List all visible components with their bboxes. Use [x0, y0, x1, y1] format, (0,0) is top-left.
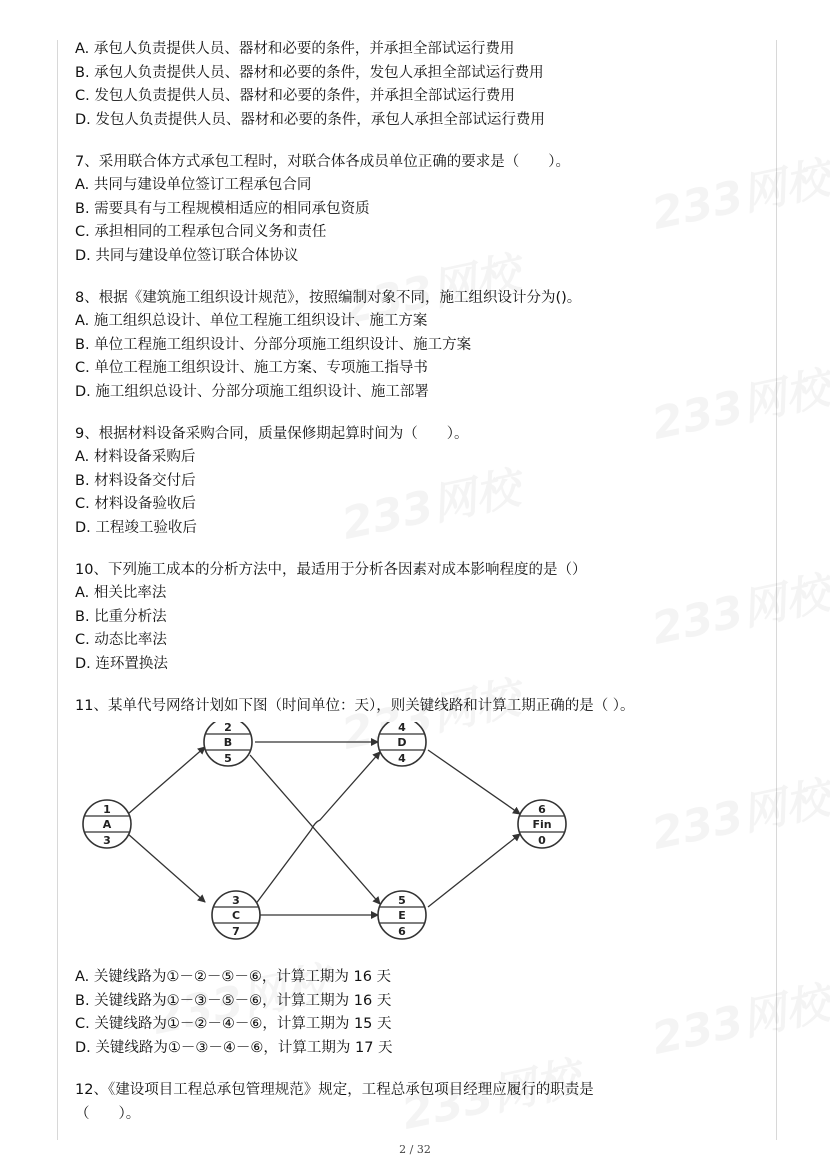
node-6-bottom: 0	[538, 834, 546, 847]
node-1-top: 1	[103, 803, 111, 816]
network-diagram-svg	[75, 722, 595, 962]
node-1-bottom: 3	[103, 834, 111, 847]
node-5-label: E	[398, 909, 406, 922]
option-c: C. 承担相同的工程承包合同义务和责任	[75, 224, 327, 240]
question-12	[75, 1078, 765, 1126]
option-b: B. 需要具有与工程规模相适应的相同承包资质	[75, 200, 370, 217]
node-3	[212, 891, 260, 939]
question-8	[75, 286, 765, 404]
question-title: 12、《建设项目工程总承包管理规范》规定，工程总承包项目经理应履行的职责是	[75, 1082, 594, 1098]
page-indicator: 2 / 32	[399, 1143, 431, 1156]
arrow-1-2	[128, 747, 205, 814]
right-margin-rule	[776, 40, 777, 1140]
node-6	[518, 800, 566, 848]
node-2-label: B	[223, 736, 233, 749]
node-5	[378, 891, 426, 939]
option-a: A. 材料设备采购后	[75, 449, 196, 465]
left-margin-rule	[57, 40, 58, 1140]
node-4-bottom: 4	[398, 752, 406, 765]
option-c: C. 发包人负责提供人员、器材和必要的条件，并承担全部试运行费用	[75, 88, 515, 104]
option-d: D. 连环置换法	[75, 655, 168, 672]
node-2-bottom: 5	[224, 752, 232, 765]
option-a: A. 相关比率法	[75, 585, 167, 601]
question-11	[75, 694, 765, 1060]
arrow-1-3	[128, 834, 205, 902]
node-4-label: D	[397, 736, 407, 749]
option-b: B. 单位工程施工组织设计、分部分项施工组织设计、施工方案	[75, 336, 472, 353]
node-3-bottom: 7	[232, 925, 240, 938]
node-3-label: C	[231, 909, 241, 922]
q6-options	[75, 38, 765, 132]
node-6-label: Fin	[532, 818, 552, 831]
node-5-bottom: 6	[398, 925, 406, 938]
option-d: D. 发包人负责提供人员、器材和必要的条件，承包人承担全部试运行费用	[75, 111, 545, 128]
option-b: B. 比重分析法	[75, 608, 167, 625]
node-3-top: 3	[232, 894, 240, 907]
arrow-5-6	[428, 834, 520, 907]
option-b: B. 关键线路为①－③－⑤－⑥，计算工期为 16 天	[75, 992, 392, 1009]
node-4	[378, 722, 426, 766]
question-10	[75, 558, 765, 676]
option-a: A. 关键线路为①－②－⑤－⑥，计算工期为 16 天	[75, 969, 392, 985]
option-a: A. 施工组织总设计、单位工程施工组织设计、施工方案	[75, 313, 428, 329]
node-6-top: 6	[538, 803, 546, 816]
node-1-label: A	[102, 818, 112, 831]
question-title: 10、下列施工成本的分析方法中，最适用于分析各因素对成本影响程度的是（）	[75, 562, 587, 578]
question-9	[75, 422, 765, 540]
arrow-2-5	[250, 755, 380, 904]
option-d: D. 共同与建设单位签订联合体协议	[75, 247, 299, 264]
node-1	[83, 800, 131, 848]
option-b: B. 承包人负责提供人员、器材和必要的条件，发包人承担全部试运行费用	[75, 64, 544, 81]
question-content	[75, 38, 765, 1126]
question-title: 9、根据材料设备采购合同，质量保修期起算时间为（ ）。	[75, 426, 469, 442]
option-d: D. 关键线路为①－③－④－⑥，计算工期为 17 天	[75, 1039, 393, 1056]
arrow-4-6	[428, 750, 520, 814]
node-2-top: 2	[224, 722, 232, 734]
option-c: C. 关键线路为①－②－④－⑥，计算工期为 15 天	[75, 1016, 392, 1032]
option-c: C. 单位工程施工组织设计、施工方案、专项施工指导书	[75, 360, 428, 376]
option-c: C. 动态比率法	[75, 632, 167, 648]
network-diagram	[75, 722, 595, 962]
option-c: C. 材料设备验收后	[75, 496, 196, 512]
option-b: B. 材料设备交付后	[75, 472, 196, 489]
node-5-top: 5	[398, 894, 406, 907]
node-4-top: 4	[398, 722, 406, 734]
question-title: 7、采用联合体方式承包工程时，对联合体各成员单位正确的要求是（ ）。	[75, 154, 570, 170]
option-a: A. 承包人负责提供人员、器材和必要的条件，并承担全部试运行费用	[75, 41, 515, 57]
option-d: D. 施工组织总设计、分部分项施工组织设计、施工部署	[75, 383, 429, 400]
option-d: D. 工程竣工验收后	[75, 519, 197, 536]
question-title: 11、某单代号网络计划如下图（时间单位：天），则关键线路和计算工期正确的是（ ）。	[75, 698, 635, 714]
question-7	[75, 150, 765, 268]
question-title-continued: （ ）。	[75, 1106, 141, 1122]
option-a: A. 共同与建设单位签订工程承包合同	[75, 177, 312, 193]
node-2	[204, 722, 252, 766]
question-title: 8、根据《建筑施工组织设计规范》，按照编制对象不同，施工组织设计分为()。	[75, 290, 582, 306]
